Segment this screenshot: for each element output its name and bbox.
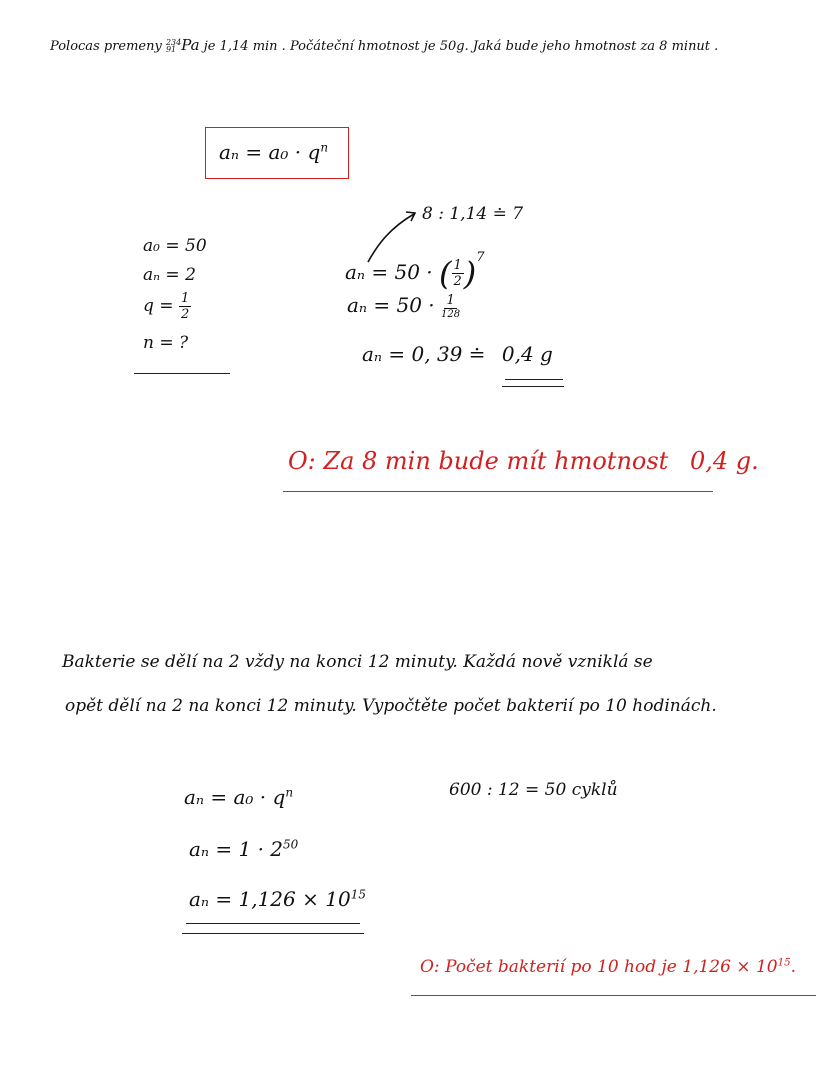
answer1-value: 0,4 g. (689, 447, 759, 475)
formula2 (184, 785, 293, 809)
isotope (166, 40, 181, 53)
isotope-mass: 234 (165, 38, 182, 48)
calc-n: 8 : 1,14 ≐ 7 (422, 204, 524, 224)
given-q-label: q = (143, 296, 179, 316)
answer2-tail: . (790, 957, 796, 977)
given-q-fraction (179, 292, 191, 321)
result2-underline-1 (186, 923, 360, 924)
step1-pre: aₙ = 50 · (345, 260, 433, 284)
cycles-calc: 600 : 12 = 50 cyklů (449, 780, 618, 800)
step2-den: 128 (441, 308, 461, 320)
answer1-text: O: Za 8 min bude mít hmotnost (288, 447, 669, 475)
step1-exp: 7 (476, 250, 485, 265)
result-underline-2 (502, 386, 564, 387)
step2-num: 1 (446, 292, 455, 308)
step2-2-exp: 15 (350, 887, 366, 902)
answer2 (420, 957, 796, 977)
result-underline-1 (505, 379, 563, 380)
step2 (347, 293, 460, 320)
step3-text: aₙ = 0, 39 ≐ (362, 342, 486, 366)
given-q (143, 292, 191, 321)
isotope-symbol: Pa (181, 36, 200, 54)
step2-pre: aₙ = 50 · (347, 293, 435, 317)
formula-exp: n (320, 140, 329, 155)
step1: aₙ = 50 · ( $\frac{1}{2}$ )$^7$ (345, 250, 485, 293)
answer2-exp: 15 (777, 957, 791, 969)
result2-underline-2 (182, 933, 364, 934)
given-an: aₙ = 2 (143, 265, 196, 285)
given-q-num: 1 (180, 291, 190, 306)
problem2-question-line1: Bakterie se dělí na 2 vždy na konci 12 minuty. Každá nově vzniklá se (62, 652, 653, 672)
given-a0: a₀ = 50 (143, 236, 207, 256)
answer1-underline (283, 491, 713, 492)
step3-result: 0,4 g (501, 342, 553, 366)
step2-1-exp: 50 (283, 837, 299, 852)
step1-fraction (452, 259, 464, 288)
answer1 (288, 447, 759, 475)
isotope-atomic: 91 (165, 44, 177, 54)
step2-1 (189, 837, 298, 861)
formula2-exp: n (285, 785, 294, 800)
step2-2 (189, 887, 366, 911)
step2-1-base: aₙ = 1 · 2 (189, 837, 284, 861)
step2-fraction (441, 294, 460, 320)
formula2-base: aₙ = a₀ · q (184, 785, 286, 809)
formula-geometric (219, 140, 328, 164)
step2-2-base: aₙ = 1,126 × 10 (189, 887, 351, 911)
step3 (362, 342, 553, 366)
problem2-question-line2: opět dělí na 2 na konci 12 minuty. Vypočtěte počet bakterií po 10 hodinách. (65, 696, 717, 716)
question-pre: Polocas premeny (50, 39, 166, 54)
given-divider (134, 373, 230, 374)
answer2-underline (411, 995, 816, 996)
answer2-base: O: Počet bakterií po 10 hod je 1,126 × 10 (420, 957, 778, 977)
step1-den: 2 (453, 274, 462, 289)
step1-num: 1 (453, 258, 462, 273)
given-q-den: 2 (180, 307, 190, 322)
problem1-question (50, 36, 718, 54)
question-post: je 1,14 min . Počáteční hmotnost je 50g. Jaká bude jeho hmotnost za 8 minut . (199, 39, 719, 54)
given-n: n = ? (143, 333, 189, 353)
formula-base: aₙ = a₀ · q (219, 140, 321, 164)
